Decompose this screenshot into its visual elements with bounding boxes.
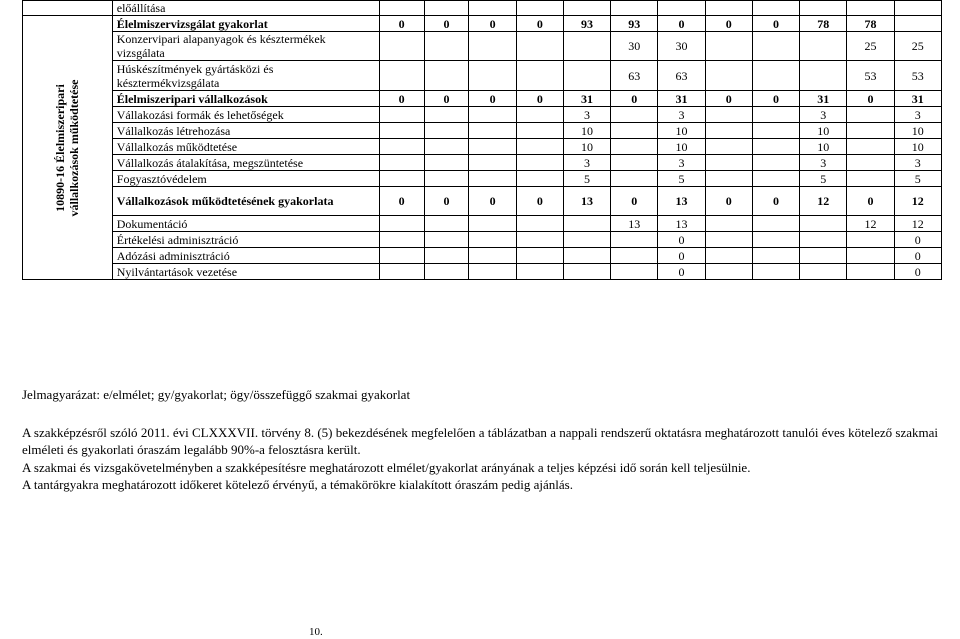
hours-cell: 10 (658, 139, 705, 155)
hours-cell (800, 216, 847, 232)
hours-cell: 3 (563, 155, 610, 171)
hours-cell (469, 139, 516, 155)
hours-cell (847, 1, 894, 16)
hours-cell (516, 1, 563, 16)
hours-cell (563, 264, 610, 280)
hours-cell: 0 (847, 91, 894, 107)
hours-cell (516, 155, 563, 171)
hours-cell (516, 248, 563, 264)
hours-cell: 0 (658, 248, 705, 264)
hours-cell: 5 (800, 171, 847, 187)
hours-cell (379, 107, 424, 123)
row-name: Vállalkozások működtetésének gyakorlata (112, 187, 379, 216)
hours-cell (379, 139, 424, 155)
hours-cell (516, 264, 563, 280)
table-row (23, 264, 942, 280)
module-side-label (23, 16, 113, 280)
hours-cell: 10 (800, 123, 847, 139)
row-name: Vállakozási formák és lehetőségek (112, 107, 379, 123)
hours-cell (752, 216, 799, 232)
curriculum-table (22, 0, 942, 280)
table-row (23, 139, 942, 155)
hours-cell: 5 (894, 171, 941, 187)
module-label-line2: vállalkozások működtetése (67, 78, 82, 217)
hours-cell: 10 (563, 139, 610, 155)
hours-cell: 0 (894, 248, 941, 264)
hours-cell: 0 (379, 187, 424, 216)
hours-cell: 0 (705, 91, 752, 107)
table-row (23, 155, 942, 171)
hours-cell: 3 (658, 155, 705, 171)
row-name: Élelmiszervizsgálat gyakorlat (112, 16, 379, 32)
row-name: Vállalkozás működtetése (112, 139, 379, 155)
hours-cell (847, 155, 894, 171)
hours-cell (800, 61, 847, 91)
hours-cell (705, 171, 752, 187)
hours-cell: 30 (658, 32, 705, 61)
table-row (23, 216, 942, 232)
hours-cell (752, 155, 799, 171)
hours-cell: 31 (800, 91, 847, 107)
hours-cell: 0 (847, 187, 894, 216)
hours-cell (847, 248, 894, 264)
hours-cell: 0 (658, 16, 705, 32)
hours-cell: 78 (800, 16, 847, 32)
hours-cell (469, 264, 516, 280)
hours-cell (705, 216, 752, 232)
hours-cell (516, 107, 563, 123)
hours-cell (424, 61, 469, 91)
hours-cell (516, 232, 563, 248)
row-name: Adózási adminisztráció (112, 248, 379, 264)
hours-cell: 0 (516, 91, 563, 107)
hours-cell: 5 (658, 171, 705, 187)
hours-cell (847, 139, 894, 155)
hours-cell (379, 155, 424, 171)
hours-cell (516, 171, 563, 187)
hours-cell (800, 264, 847, 280)
hours-cell (705, 248, 752, 264)
hours-cell (800, 248, 847, 264)
hours-cell: 0 (658, 264, 705, 280)
hours-cell (379, 264, 424, 280)
hours-cell (752, 107, 799, 123)
hours-cell (469, 32, 516, 61)
paragraph-time-frame: A tantárgyakra meghatározott időkeret kötelező érvényű, a témakörökre kialakított óraszám pedig ajánlás. (22, 477, 573, 492)
hours-cell: 0 (752, 91, 799, 107)
hours-cell: 12 (800, 187, 847, 216)
hours-cell: 63 (611, 61, 658, 91)
hours-cell: 10 (894, 123, 941, 139)
row-name: előállítása (112, 1, 379, 16)
hours-cell: 0 (894, 264, 941, 280)
hours-cell: 0 (611, 187, 658, 216)
hours-cell (705, 107, 752, 123)
hours-cell: 0 (424, 187, 469, 216)
hours-cell: 10 (800, 139, 847, 155)
hours-cell: 30 (611, 32, 658, 61)
hours-cell (752, 248, 799, 264)
page-number: 10. (309, 626, 323, 638)
hours-cell (379, 232, 424, 248)
hours-cell (424, 216, 469, 232)
hours-cell (424, 155, 469, 171)
row-name: Fogyasztóvédelem (112, 171, 379, 187)
hours-cell: 93 (563, 16, 610, 32)
hours-cell (379, 32, 424, 61)
hours-cell (469, 155, 516, 171)
table-row (23, 91, 942, 107)
hours-cell: 0 (752, 16, 799, 32)
table-row (23, 232, 942, 248)
hours-cell (611, 264, 658, 280)
hours-cell: 0 (658, 232, 705, 248)
hours-cell (563, 32, 610, 61)
row-name: Értékelési adminisztráció (112, 232, 379, 248)
hours-cell: 25 (847, 32, 894, 61)
hours-cell (705, 139, 752, 155)
hours-cell (424, 123, 469, 139)
hours-cell (563, 1, 610, 16)
hours-cell: 25 (894, 32, 941, 61)
hours-cell (379, 61, 424, 91)
hours-cell: 3 (658, 107, 705, 123)
hours-cell (379, 248, 424, 264)
hours-cell: 13 (658, 187, 705, 216)
hours-cell (705, 32, 752, 61)
hours-cell (847, 107, 894, 123)
table-row (23, 123, 942, 139)
hours-cell: 31 (563, 91, 610, 107)
hours-cell (424, 232, 469, 248)
row-name: Élelmiszeripari vállalkozások (112, 91, 379, 107)
table-row (23, 1, 942, 16)
hours-cell (847, 232, 894, 248)
row-name: Húskészítmények gyártásközi és késztermékvizsgálata (112, 61, 379, 91)
hours-cell (469, 171, 516, 187)
hours-cell (752, 1, 799, 16)
hours-cell: 13 (658, 216, 705, 232)
hours-cell: 5 (563, 171, 610, 187)
row-name: Nyilvántartások vezetése (112, 264, 379, 280)
hours-cell: 93 (611, 16, 658, 32)
hours-cell: 0 (516, 187, 563, 216)
table-row (23, 107, 942, 123)
hours-cell (752, 171, 799, 187)
hours-cell: 0 (705, 16, 752, 32)
hours-cell: 0 (705, 187, 752, 216)
row-name: Konzervipari alapanyagok és késztermékek vizsgálata (112, 32, 379, 61)
hours-cell (611, 123, 658, 139)
module-label-line1: 10890-16 Élelmiszeripari (53, 83, 68, 212)
hours-cell (516, 32, 563, 61)
table-row (23, 187, 942, 216)
hours-cell (611, 232, 658, 248)
hours-cell (469, 232, 516, 248)
side-label-cell-top (23, 1, 113, 16)
paragraph-law-reference: A szakképzésről szóló 2011. évi CLXXXVII. törvény 8. (5) bekezdésének megfelelően a táblázatban a nappali rendszerű oktatásra meghatározott tanulói éves kötelező szakmai elméleti és gyakorlati óraszám legalább 90%-a felosztásra került. (22, 425, 938, 457)
row-name: Dokumentáció (112, 216, 379, 232)
table-row (23, 61, 942, 91)
hours-cell: 3 (894, 107, 941, 123)
hours-cell (752, 232, 799, 248)
hours-cell (516, 61, 563, 91)
hours-cell: 0 (424, 91, 469, 107)
hours-cell (469, 248, 516, 264)
hours-cell (752, 123, 799, 139)
hours-cell (563, 248, 610, 264)
row-name: Vállalkozás átalakítása, megszüntetése (112, 155, 379, 171)
hours-cell (469, 107, 516, 123)
hours-cell (611, 155, 658, 171)
hours-cell (800, 32, 847, 61)
table-row (23, 171, 942, 187)
hours-cell (563, 216, 610, 232)
hours-cell (847, 123, 894, 139)
hours-cell (516, 216, 563, 232)
hours-cell (424, 171, 469, 187)
hours-cell: 53 (847, 61, 894, 91)
hours-cell (516, 123, 563, 139)
hours-cell (379, 171, 424, 187)
hours-cell (611, 171, 658, 187)
hours-cell: 0 (469, 187, 516, 216)
hours-cell (424, 264, 469, 280)
hours-cell (424, 139, 469, 155)
hours-cell (752, 61, 799, 91)
hours-cell: 31 (894, 91, 941, 107)
hours-cell (469, 1, 516, 16)
hours-cell: 3 (800, 155, 847, 171)
table-row (23, 32, 942, 61)
hours-cell (847, 171, 894, 187)
hours-cell (469, 123, 516, 139)
hours-cell (752, 139, 799, 155)
hours-cell (469, 216, 516, 232)
hours-cell: 0 (379, 16, 424, 32)
hours-cell (705, 155, 752, 171)
hours-cell (379, 216, 424, 232)
hours-cell (611, 1, 658, 16)
hours-cell (611, 248, 658, 264)
hours-cell (894, 16, 941, 32)
hours-cell: 10 (563, 123, 610, 139)
hours-cell: 10 (894, 139, 941, 155)
hours-cell: 0 (379, 91, 424, 107)
hours-cell (424, 32, 469, 61)
hours-cell: 10 (658, 123, 705, 139)
hours-cell (752, 32, 799, 61)
hours-cell (894, 1, 941, 16)
hours-cell: 12 (894, 216, 941, 232)
table-row (23, 16, 942, 32)
hours-cell: 0 (424, 16, 469, 32)
hours-cell: 31 (658, 91, 705, 107)
hours-cell (424, 248, 469, 264)
hours-cell: 12 (847, 216, 894, 232)
hours-cell (705, 123, 752, 139)
hours-cell: 13 (563, 187, 610, 216)
hours-cell: 13 (611, 216, 658, 232)
hours-cell: 0 (469, 16, 516, 32)
hours-cell: 78 (847, 16, 894, 32)
hours-cell (563, 61, 610, 91)
legend-text: Jelmagyarázat: e/elmélet; gy/gyakorlat; ögy/összefüggő szakmai gyakorlat (22, 387, 411, 402)
hours-cell: 63 (658, 61, 705, 91)
hours-cell (705, 1, 752, 16)
hours-cell (658, 1, 705, 16)
hours-cell: 0 (611, 91, 658, 107)
hours-cell (424, 107, 469, 123)
hours-cell: 0 (894, 232, 941, 248)
hours-cell (469, 61, 516, 91)
hours-cell (379, 123, 424, 139)
hours-cell: 0 (469, 91, 516, 107)
hours-cell (705, 61, 752, 91)
hours-cell (611, 139, 658, 155)
hours-cell: 53 (894, 61, 941, 91)
hours-cell (563, 232, 610, 248)
hours-cell (800, 232, 847, 248)
hours-cell: 3 (800, 107, 847, 123)
hours-cell (752, 264, 799, 280)
hours-cell: 3 (563, 107, 610, 123)
hours-cell: 0 (752, 187, 799, 216)
hours-cell: 3 (894, 155, 941, 171)
hours-cell (705, 232, 752, 248)
paragraph-ratio-requirement: A szakmai és vizsgakövetelményben a szakképesítésre meghatározott elmélet/gyakorlat arányának a teljes képzési idő során kell teljesülnie. (22, 460, 751, 475)
hours-cell: 0 (516, 16, 563, 32)
table-row (23, 248, 942, 264)
hours-cell (516, 139, 563, 155)
row-name: Vállalkozás létrehozása (112, 123, 379, 139)
hours-cell (424, 1, 469, 16)
hours-cell (847, 264, 894, 280)
hours-cell (611, 107, 658, 123)
hours-cell (705, 264, 752, 280)
hours-cell (800, 1, 847, 16)
hours-cell: 12 (894, 187, 941, 216)
hours-cell (379, 1, 424, 16)
